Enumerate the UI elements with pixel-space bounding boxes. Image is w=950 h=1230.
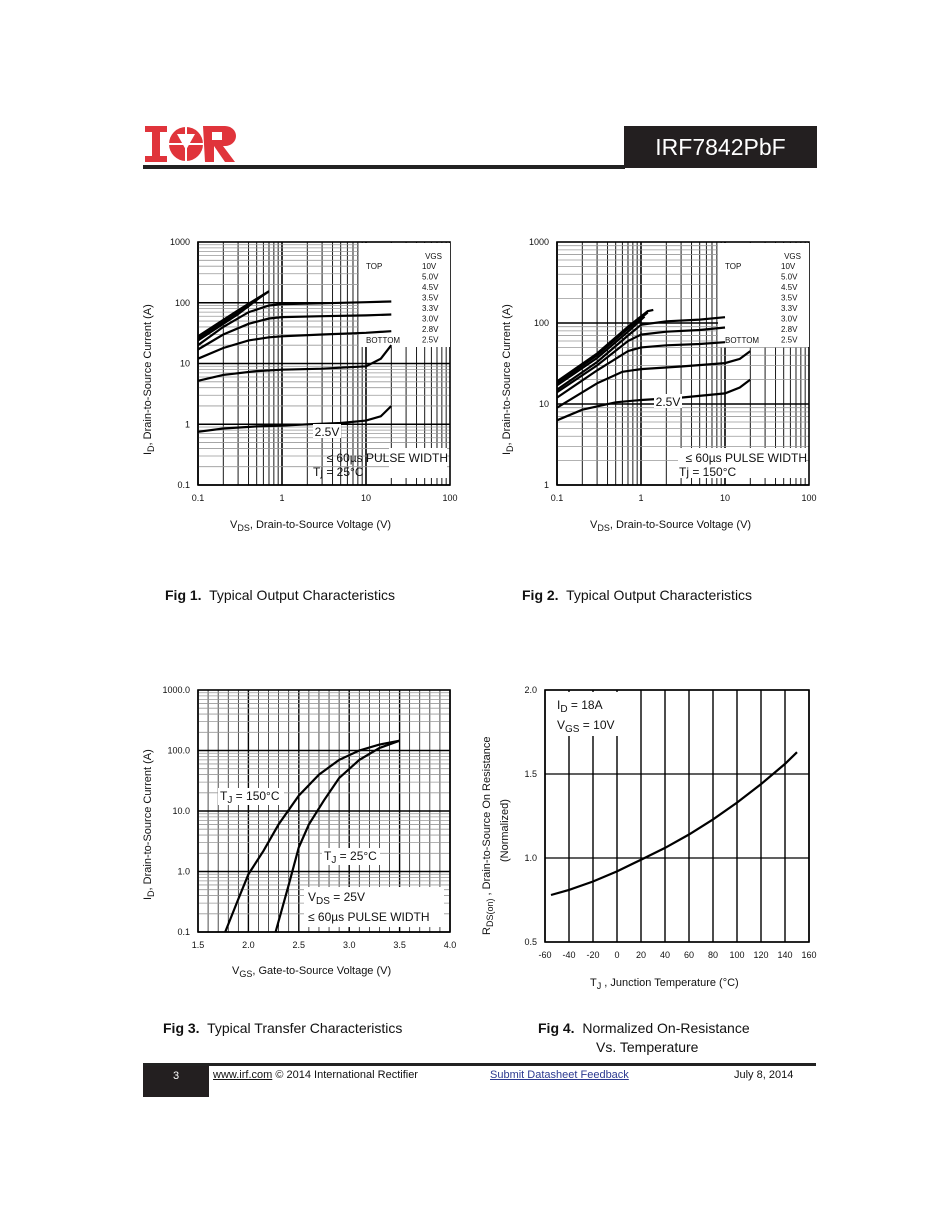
y-tick-label: 0.1 bbox=[177, 927, 190, 937]
legend-item: 3.3V bbox=[422, 304, 439, 313]
legend-item: 3.0V bbox=[781, 314, 798, 324]
x-tick-label: 0.1 bbox=[191, 493, 205, 503]
curve-label-2.5V: 2.5V bbox=[314, 425, 340, 439]
x-tick-label: 1 bbox=[638, 493, 644, 503]
legend-item: 3.5V bbox=[422, 293, 439, 303]
y-tick-label: 1 bbox=[184, 419, 190, 430]
y-tick-label: 1.5 bbox=[524, 769, 537, 779]
x-tick-label: 3.5 bbox=[393, 940, 406, 950]
ir-logo bbox=[145, 124, 240, 164]
irf-link[interactable]: www.irf.com bbox=[213, 1069, 273, 1081]
x-tick-label: 60 bbox=[683, 950, 695, 960]
x-tick-label: 10 bbox=[719, 493, 731, 503]
y-tick-label: 100 bbox=[174, 297, 190, 308]
x-tick-label: -20 bbox=[586, 950, 600, 960]
x-tick-label: 40 bbox=[659, 950, 671, 960]
legend-item: 4.5V bbox=[422, 283, 439, 292]
y-tick-label: 2.0 bbox=[524, 685, 537, 695]
fig4-caption: Fig 4. Normalized On-Resistance bbox=[538, 1020, 750, 1036]
x-tick-label: 100 bbox=[801, 493, 817, 503]
y-tick-label: 1.0 bbox=[177, 866, 190, 877]
y-tick-label: 10.0 bbox=[172, 806, 190, 816]
pulse-width-note: ≤ 60µs PULSE WIDTH bbox=[326, 451, 448, 465]
x-tick-label: 0.1 bbox=[550, 493, 564, 503]
legend-top-label: TOP bbox=[366, 262, 383, 271]
y-tick-label: 1.0 bbox=[524, 853, 537, 863]
footer-date: July 8, 2014 bbox=[734, 1069, 794, 1081]
fig4-xlabel: $T_J$ , Junction Temperature (°C) bbox=[590, 977, 739, 991]
temperature-note: Tj = 150°C bbox=[679, 465, 737, 479]
fig4-caption-line2: Vs. Temperature bbox=[596, 1039, 699, 1055]
y-tick-label: 0.5 bbox=[524, 937, 537, 947]
fig4-ylabel: $R_{DS(on)}$ , Drain-to-Source On Resistance bbox=[481, 736, 495, 935]
x-tick-label: 100 bbox=[442, 493, 458, 503]
legend-item: 2.5V bbox=[781, 335, 798, 345]
tj150-label: $T_J = 150^\circ C$ bbox=[220, 789, 280, 806]
vgs-note: $V_{GS} = 10V$ bbox=[557, 718, 615, 735]
legend-item: 5.0V bbox=[781, 272, 798, 282]
legend-item: 3.5V bbox=[781, 293, 798, 303]
legend-item: 5.0V bbox=[422, 272, 439, 282]
legend-item: 2.8V bbox=[781, 325, 798, 334]
x-tick-label: 120 bbox=[753, 950, 769, 960]
x-tick-label: -40 bbox=[562, 950, 576, 960]
legend-bottom-label: BOTTOM bbox=[725, 336, 760, 345]
fig3-plot bbox=[162, 685, 457, 950]
fig1-xlabel: $V_{DS}$, Drain-to-Source Voltage (V) bbox=[230, 519, 392, 533]
y-tick-label: 1 bbox=[543, 480, 549, 490]
y-tick-label: 100.0 bbox=[167, 745, 190, 756]
y-tick-label: 100 bbox=[533, 318, 549, 328]
y-tick-label: 1000 bbox=[169, 237, 190, 247]
y-tick-label: 10 bbox=[179, 358, 190, 369]
x-tick-label: 20 bbox=[635, 950, 647, 960]
fig4-plot bbox=[524, 685, 817, 960]
page-number: 3 bbox=[143, 1066, 209, 1097]
fig3-caption: Fig 3. Typical Transfer Characteristics bbox=[163, 1020, 403, 1036]
pulse-width-note: ≤ 60µs PULSE WIDTH bbox=[685, 451, 807, 465]
x-tick-label: 1.5 bbox=[191, 940, 205, 950]
legend-title: VGS bbox=[784, 252, 801, 261]
x-tick-label: 100 bbox=[729, 950, 745, 960]
x-tick-label: 140 bbox=[777, 950, 793, 960]
fig1-caption: Fig 1. Typical Output Characteristics bbox=[165, 587, 396, 603]
pulse-width-note: ≤ 60µs PULSE WIDTH bbox=[308, 910, 430, 924]
legend-item: 10V bbox=[422, 262, 437, 271]
x-tick-label: 2.0 bbox=[242, 940, 255, 950]
id-note: $I_D = 18A$ bbox=[557, 698, 603, 715]
temperature-note: Tj = 25°C bbox=[313, 465, 364, 479]
x-tick-label: 160 bbox=[801, 950, 817, 960]
x-tick-label: 80 bbox=[707, 950, 719, 960]
fig3-ylabel: $I_D$, Drain-to-Source Current (A) bbox=[142, 749, 156, 900]
fig3-xlabel: $V_{GS}$, Gate-to-Source Voltage (V) bbox=[232, 965, 392, 979]
vds-note: $V_{DS} = 25V$ bbox=[308, 890, 365, 907]
legend-item: 3.3V bbox=[781, 304, 798, 313]
fig1-ylabel: $I_D$, Drain-to-Source Current (A) bbox=[142, 304, 156, 455]
y-tick-label: 10 bbox=[538, 399, 549, 409]
x-tick-label: 3.0 bbox=[342, 940, 356, 950]
legend-title: VGS bbox=[425, 252, 442, 261]
legend-bottom-label: BOTTOM bbox=[366, 336, 401, 345]
fig1-plot bbox=[169, 237, 458, 503]
tj25-label: $T_J = 25^\circ C$ bbox=[324, 849, 377, 866]
legend-item: 2.8V bbox=[422, 325, 439, 334]
legend-item: 2.5V bbox=[422, 335, 439, 345]
legend-item: 3.0V bbox=[422, 314, 439, 324]
header-rule bbox=[143, 165, 625, 169]
fig2-plot bbox=[528, 237, 817, 503]
legend-item: 10V bbox=[781, 262, 796, 271]
legend-top-label: TOP bbox=[725, 262, 742, 271]
fig2-caption: Fig 2. Typical Output Characteristics bbox=[522, 587, 753, 603]
y-tick-label: 1000.0 bbox=[162, 685, 190, 695]
x-tick-label: 2.5 bbox=[292, 940, 306, 950]
x-tick-label: 1 bbox=[279, 493, 285, 503]
x-tick-label: -60 bbox=[538, 950, 552, 960]
footer-rule bbox=[143, 1063, 816, 1066]
y-tick-label: 1000 bbox=[528, 237, 549, 247]
x-tick-label: 10 bbox=[360, 493, 372, 503]
part-number: IRF7842PbF bbox=[624, 126, 817, 168]
fig2-xlabel: $V_{DS}$, Drain-to-Source Voltage (V) bbox=[590, 519, 752, 533]
curve-label-2.5V: 2.5V bbox=[655, 395, 681, 409]
legend-item: 4.5V bbox=[781, 283, 798, 292]
x-tick-label: 4.0 bbox=[443, 940, 457, 950]
footer-copyright: www.irf.com © 2014 International Rectifier bbox=[213, 1069, 418, 1081]
x-tick-label: 0 bbox=[614, 950, 620, 960]
y-tick-label: 0.1 bbox=[177, 480, 190, 490]
submit-feedback-link[interactable]: Submit Datasheet Feedback bbox=[490, 1069, 629, 1081]
fig4-ylabel-line2: (Normalized) bbox=[499, 799, 511, 862]
fig2-ylabel: $I_D$, Drain-to-Source Current (A) bbox=[501, 304, 515, 455]
